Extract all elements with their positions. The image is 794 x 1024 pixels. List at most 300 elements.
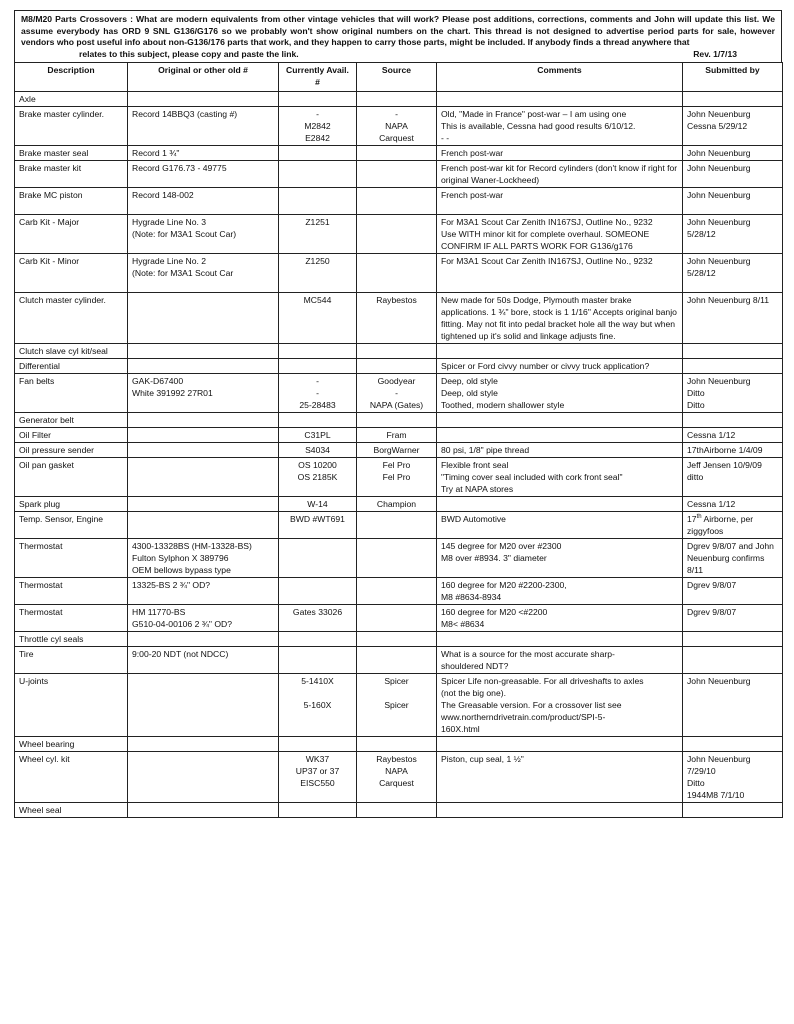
submitted-by-cell xyxy=(683,359,783,374)
submitted-by-line: 17th Airborne, per xyxy=(687,514,754,525)
currently-available-cell xyxy=(279,458,357,497)
comments-cell xyxy=(437,344,683,359)
comments-line: shouldered NDT? xyxy=(441,661,509,672)
original-cell xyxy=(128,752,279,803)
original-line: GAK-D67400 xyxy=(132,376,184,387)
comments-cell xyxy=(437,161,683,188)
description-cell xyxy=(15,803,128,818)
submitted-by-line: Cessna 5/29/12 xyxy=(687,121,748,132)
submitted-by-line: 1944M8 7/1/10 xyxy=(687,790,745,801)
description-cell xyxy=(15,293,128,344)
source-line: - xyxy=(395,388,398,399)
comments-cell xyxy=(437,92,683,107)
description-text: Oil pan gasket xyxy=(19,460,74,471)
submitted-by-line: Neuenburg confirms xyxy=(687,553,765,564)
submitted-by-cell xyxy=(683,539,783,578)
currently-available-line: - xyxy=(316,376,319,387)
submitted-by-cell xyxy=(683,215,783,254)
currently-available-line: OS 10200 xyxy=(298,460,337,471)
comments-line: BWD Automotive xyxy=(441,514,506,525)
comments-line: Piston, cup seal, 1 ½" xyxy=(441,754,524,765)
comments-line: French post-war xyxy=(441,148,504,159)
currently-available-line: W-14 xyxy=(307,499,328,510)
table-row xyxy=(15,215,783,254)
submitted-by-line: John Neuenburg xyxy=(687,148,751,159)
submitted-by-line: John Neuenburg xyxy=(687,376,751,387)
submitted-by-line: Dgrev 9/8/07 xyxy=(687,580,737,591)
submitted-by-cell xyxy=(683,578,783,605)
currently-available-cell xyxy=(279,539,357,578)
source-line: Spicer xyxy=(384,700,409,711)
comments-cell xyxy=(437,254,683,293)
description-text: Clutch master cylinder. xyxy=(19,295,106,306)
comments-cell xyxy=(437,359,683,374)
submitted-by-line: 7/29/10 xyxy=(687,766,716,777)
intro-text xyxy=(21,14,775,49)
table-row xyxy=(15,161,783,188)
source-cell xyxy=(357,92,437,107)
description-text: Oil Filter xyxy=(19,430,51,441)
source-line: NAPA xyxy=(385,121,408,132)
column-header-submitted-by: Submitted by xyxy=(683,63,783,92)
comments-cell xyxy=(437,752,683,803)
comments-cell xyxy=(437,497,683,512)
description-cell xyxy=(15,497,128,512)
original-line: Fulton Sylphon X 389796 xyxy=(132,553,229,564)
original-line: Hygrade Line No. 2 xyxy=(132,256,207,267)
submitted-by-line: John Neuenburg 8/11 xyxy=(687,295,770,306)
submitted-by-cell xyxy=(683,146,783,161)
description-cell xyxy=(15,161,128,188)
comments-line: - - xyxy=(441,133,450,144)
original-line xyxy=(132,399,274,411)
original-line: HM 11770-BS xyxy=(132,607,186,618)
comments-line: Deep, old style xyxy=(441,376,498,387)
table-row xyxy=(15,359,783,374)
comments-cell xyxy=(437,803,683,818)
comments-cell xyxy=(437,215,683,254)
comments-line: Toothed, modern shallower style xyxy=(441,400,565,411)
comments-line: New made for 50s Dodge, Plymouth master brake applications. 1 ¾" bore, stock is 1 1/16" Accepts original banjo fitting. May not fit into pedal bracket hole all the way but when tightened up it's solid and linkage adjusts fine. xyxy=(441,295,677,342)
source-cell xyxy=(357,632,437,647)
description-cell xyxy=(15,605,128,632)
submitted-by-line: Ditto xyxy=(687,778,705,789)
intro-last-text: relates to this subject, please copy and paste the link. xyxy=(79,48,299,59)
source-cell xyxy=(357,539,437,578)
currently-available-line: OS 2185K xyxy=(297,472,338,483)
source-line: Carquest xyxy=(379,778,414,789)
currently-available-line: 5-160X xyxy=(303,700,332,711)
description-cell xyxy=(15,737,128,752)
original-cell xyxy=(128,458,279,497)
table-row xyxy=(15,512,783,539)
source-cell xyxy=(357,647,437,674)
source-line xyxy=(361,687,432,699)
table-row xyxy=(15,293,783,344)
description-text: Axle xyxy=(19,94,36,105)
original-line: G510-04-00106 2 ¾" OD? xyxy=(132,619,233,630)
original-cell xyxy=(128,539,279,578)
comments-line: 160 degree for M20 #2200-2300, xyxy=(441,580,567,591)
comments-line: French post-war kit for Record cylinders (don't know if right for original Waner-Lockheed) xyxy=(441,163,678,186)
source-cell xyxy=(357,428,437,443)
submitted-by-line: John Neuenburg xyxy=(687,190,751,201)
comments-line: "Timing cover seal included with cork front seal" xyxy=(441,472,623,483)
comments-cell xyxy=(437,737,683,752)
description-cell xyxy=(15,674,128,737)
original-line xyxy=(132,279,274,291)
comments-cell xyxy=(437,458,683,497)
comments-cell xyxy=(437,188,683,215)
comments-line: French post-war xyxy=(441,190,504,201)
source-cell xyxy=(357,803,437,818)
source-line: Carquest xyxy=(379,133,414,144)
original-line: (Note: for M3A1 Scout Car xyxy=(132,268,234,279)
currently-available-line: - xyxy=(316,109,319,120)
original-cell xyxy=(128,578,279,605)
original-cell xyxy=(128,803,279,818)
description-cell xyxy=(15,647,128,674)
source-cell xyxy=(357,512,437,539)
comments-line: Old, "Made in France" post-war – I am using one xyxy=(441,109,627,120)
comments-cell xyxy=(437,674,683,737)
description-cell xyxy=(15,443,128,458)
description-text: Wheel seal xyxy=(19,805,62,816)
comments-line: M8 #8634-8934 xyxy=(441,592,502,603)
original-line xyxy=(132,201,274,213)
original-cell xyxy=(128,647,279,674)
original-cell xyxy=(128,737,279,752)
description-text: Wheel cyl. kit xyxy=(19,754,70,765)
comments-line: This is available, Cessna had good results 6/10/12. xyxy=(441,121,636,132)
source-cell xyxy=(357,578,437,605)
submitted-by-cell xyxy=(683,107,783,146)
currently-available-line: UP37 or 37 xyxy=(295,766,340,777)
submitted-by-cell xyxy=(683,188,783,215)
description-text: Fan belts xyxy=(19,376,55,387)
original-line: White 391992 27R01 xyxy=(132,388,213,399)
table-row xyxy=(15,413,783,428)
comments-line: Deep, old style xyxy=(441,388,498,399)
currently-available-cell xyxy=(279,161,357,188)
currently-available-line: Z1250 xyxy=(305,256,330,267)
currently-available-line: C31PL xyxy=(304,430,331,441)
comments-cell xyxy=(437,539,683,578)
description-cell xyxy=(15,539,128,578)
source-cell xyxy=(357,188,437,215)
description-cell xyxy=(15,107,128,146)
table-row xyxy=(15,647,783,674)
comments-cell xyxy=(437,632,683,647)
description-text: Spark plug xyxy=(19,499,61,510)
currently-available-cell xyxy=(279,428,357,443)
original-cell xyxy=(128,293,279,344)
column-header-comments: Comments xyxy=(437,63,683,92)
table-row xyxy=(15,539,783,578)
description-cell xyxy=(15,578,128,605)
currently-available-cell xyxy=(279,803,357,818)
submitted-by-line: John Neuenburg xyxy=(687,676,751,687)
description-text: Clutch slave cyl kit/seal xyxy=(19,346,108,357)
original-cell xyxy=(128,359,279,374)
submitted-by-cell xyxy=(683,632,783,647)
source-cell xyxy=(357,215,437,254)
submitted-by-cell xyxy=(683,458,783,497)
description-text: Carb Kit - Major xyxy=(19,217,80,228)
comments-cell xyxy=(437,107,683,146)
comments-line: The Greasable version. For a crossover list see xyxy=(441,700,622,711)
comments-line: 160X.html xyxy=(441,724,480,735)
comments-cell xyxy=(437,146,683,161)
source-cell xyxy=(357,605,437,632)
submitted-by-line: Ditto xyxy=(687,400,705,411)
original-line: 9:00-20 NDT (not NDCC) xyxy=(132,649,229,660)
comments-cell xyxy=(437,605,683,632)
description-cell xyxy=(15,146,128,161)
original-cell xyxy=(128,413,279,428)
description-cell xyxy=(15,374,128,413)
table-row xyxy=(15,497,783,512)
table-row xyxy=(15,752,783,803)
table-row xyxy=(15,443,783,458)
submitted-by-cell xyxy=(683,413,783,428)
table-row xyxy=(15,737,783,752)
currently-available-cell xyxy=(279,146,357,161)
comments-line: 145 degree for M20 over #2300 xyxy=(441,541,562,552)
description-cell xyxy=(15,458,128,497)
revision-date: Rev. 1/7/13 xyxy=(693,48,737,59)
table-row xyxy=(15,632,783,647)
submitted-by-line: 17thAirborne 1/4/09 xyxy=(687,445,763,456)
currently-available-line: Z1251 xyxy=(305,217,330,228)
currently-available-cell xyxy=(279,413,357,428)
currently-available-cell xyxy=(279,188,357,215)
source-cell xyxy=(357,458,437,497)
original-line: Record 1 ¾" xyxy=(132,148,180,159)
comments-line: 80 psi, 1/8" pipe thread xyxy=(441,445,530,456)
description-cell xyxy=(15,344,128,359)
source-line: Raybestos xyxy=(376,754,417,765)
original-cell xyxy=(128,632,279,647)
source-line: Champion xyxy=(376,499,417,510)
currently-available-cell xyxy=(279,737,357,752)
table-row xyxy=(15,344,783,359)
original-cell xyxy=(128,605,279,632)
currently-available-cell xyxy=(279,374,357,413)
source-cell xyxy=(357,344,437,359)
comments-line: What is a source for the most accurate sharp- xyxy=(441,649,615,660)
submitted-by-cell xyxy=(683,161,783,188)
currently-available-cell xyxy=(279,512,357,539)
description-text: Throttle cyl seals xyxy=(19,634,84,645)
source-cell xyxy=(357,161,437,188)
description-cell xyxy=(15,512,128,539)
source-cell xyxy=(357,752,437,803)
original-line: Hygrade Line No. 3 xyxy=(132,217,207,228)
original-line: 13325-BS 2 ¾" OD? xyxy=(132,580,211,591)
parts-crossover-sheet xyxy=(14,10,782,818)
comments-line: For M3A1 Scout Car Zenith IN167SJ, Outline No., 9232 xyxy=(441,217,653,228)
submitted-by-line: John Neuenburg xyxy=(687,163,751,174)
comments-cell xyxy=(437,443,683,458)
source-line: NAPA xyxy=(385,766,408,777)
currently-available-line: S4034 xyxy=(305,445,330,456)
original-cell xyxy=(128,161,279,188)
source-cell xyxy=(357,674,437,737)
description-text: Temp. Sensor, Engine xyxy=(19,514,104,525)
table-header-row xyxy=(15,63,783,92)
description-text: Brake MC piston xyxy=(19,190,83,201)
original-cell xyxy=(128,497,279,512)
submitted-by-line: Dgrev 9/8/07 and John xyxy=(687,541,774,552)
currently-available-cell xyxy=(279,254,357,293)
original-cell xyxy=(128,344,279,359)
original-cell xyxy=(128,374,279,413)
source-line: Goodyear xyxy=(377,376,416,387)
currently-available-cell xyxy=(279,359,357,374)
source-line: - xyxy=(395,109,398,120)
source-line: BorgWarner xyxy=(373,445,420,456)
table-row xyxy=(15,578,783,605)
comments-cell xyxy=(437,428,683,443)
submitted-by-cell xyxy=(683,803,783,818)
comments-line: www.northerndrivetrain.com/product/SPI-5- xyxy=(441,712,606,723)
submitted-by-cell xyxy=(683,752,783,803)
comments-line: Spicer Life non-greasable. For all driveshafts to axles xyxy=(441,676,644,687)
original-line: Record 148-002 xyxy=(132,190,194,201)
submitted-by-line: ditto xyxy=(687,472,704,483)
source-cell xyxy=(357,443,437,458)
submitted-by-line: John Neuenburg xyxy=(687,256,751,267)
table-row xyxy=(15,605,783,632)
submitted-by-line: John Neuenburg xyxy=(687,754,751,765)
submitted-by-line: Cessna 1/12 xyxy=(687,499,736,510)
submitted-by-cell xyxy=(683,374,783,413)
description-text: U-joints xyxy=(19,676,49,687)
description-text: Generator belt xyxy=(19,415,74,426)
original-cell xyxy=(128,215,279,254)
description-text: Tire xyxy=(19,649,34,660)
currently-available-cell xyxy=(279,647,357,674)
submitted-by-line: Dgrev 9/8/07 xyxy=(687,607,737,618)
description-text: Differential xyxy=(19,361,60,372)
currently-available-cell xyxy=(279,215,357,254)
description-text: Wheel bearing xyxy=(19,739,75,750)
description-cell xyxy=(15,359,128,374)
table-row xyxy=(15,92,783,107)
comments-line: Flexible front seal xyxy=(441,460,509,471)
table-row xyxy=(15,188,783,215)
currently-available-cell xyxy=(279,752,357,803)
description-cell xyxy=(15,254,128,293)
currently-available-cell xyxy=(279,578,357,605)
submitted-by-line: 5/28/12 xyxy=(687,268,716,279)
original-line: (Note: for M3A1 Scout Car) xyxy=(132,229,237,240)
description-text: Thermostat xyxy=(19,607,63,618)
currently-available-line: EISC550 xyxy=(300,778,335,789)
comments-cell xyxy=(437,413,683,428)
currently-available-line: - xyxy=(316,388,319,399)
submitted-by-line: ziggyfoos xyxy=(687,526,724,537)
submitted-by-line: Ditto xyxy=(687,388,705,399)
comments-line: Use WITH minor kit for complete overhaul. SOMEONE xyxy=(441,229,650,240)
description-text: Thermostat xyxy=(19,541,63,552)
original-line: Record 14BBQ3 (casting #) xyxy=(132,109,238,120)
comments-line: Spicer or Ford civvy number or civvy truck application? xyxy=(441,361,650,372)
comments-cell xyxy=(437,512,683,539)
currently-available-line: 5-1410X xyxy=(301,676,334,687)
submitted-by-line: John Neuenburg xyxy=(687,109,751,120)
source-cell xyxy=(357,293,437,344)
submitted-by-line: Cessna 1/12 xyxy=(687,430,736,441)
description-text: Thermostat xyxy=(19,580,63,591)
table-body xyxy=(15,92,783,818)
original-cell xyxy=(128,428,279,443)
source-cell xyxy=(357,737,437,752)
description-text: Brake master cylinder. xyxy=(19,109,105,120)
description-cell xyxy=(15,188,128,215)
submitted-by-line: John Neuenburg xyxy=(687,217,751,228)
description-cell xyxy=(15,632,128,647)
description-text: Oil pressure sender xyxy=(19,445,94,456)
submitted-by-cell xyxy=(683,443,783,458)
document-header xyxy=(14,10,782,62)
original-cell xyxy=(128,443,279,458)
original-cell xyxy=(128,512,279,539)
source-cell xyxy=(357,107,437,146)
submitted-by-line: 8/11 xyxy=(687,565,704,576)
source-line: Spicer xyxy=(384,676,409,687)
currently-available-line: M2842 xyxy=(304,121,331,132)
parts-table xyxy=(14,62,783,818)
source-cell xyxy=(357,146,437,161)
submitted-by-line: Jeff Jensen 10/9/09 xyxy=(687,460,762,471)
currently-available-cell xyxy=(279,107,357,146)
original-cell xyxy=(128,188,279,215)
comments-line: M8< #8634 xyxy=(441,619,485,630)
submitted-by-line: 5/28/12 xyxy=(687,229,716,240)
table-row xyxy=(15,458,783,497)
comments-cell xyxy=(437,647,683,674)
submitted-by-cell xyxy=(683,293,783,344)
submitted-by-cell xyxy=(683,647,783,674)
currently-available-line: E2842 xyxy=(305,133,330,144)
source-cell xyxy=(357,374,437,413)
comments-line: For M3A1 Scout Car Zenith IN167SJ, Outline No., 9232 xyxy=(441,256,653,267)
original-cell xyxy=(128,674,279,737)
comments-line: M8 over #8934. 3" diameter xyxy=(441,553,547,564)
submitted-by-cell xyxy=(683,512,783,539)
intro-last-line xyxy=(21,49,775,61)
column-header-original: Original or other old # xyxy=(128,63,279,92)
currently-available-cell xyxy=(279,605,357,632)
comments-line: 160 degree for M20 <#2200 xyxy=(441,607,548,618)
original-cell xyxy=(128,254,279,293)
description-cell xyxy=(15,752,128,803)
table-row xyxy=(15,254,783,293)
submitted-by-cell xyxy=(683,605,783,632)
currently-available-line xyxy=(283,687,352,699)
description-cell xyxy=(15,413,128,428)
currently-available-line: 25-28483 xyxy=(299,400,336,411)
comments-line: (not the big one). xyxy=(441,688,506,699)
submitted-by-cell xyxy=(683,737,783,752)
currently-available-line: Gates 33026 xyxy=(292,607,343,618)
column-header-currently-available: Currently Avail. # xyxy=(279,63,357,92)
original-cell xyxy=(128,146,279,161)
currently-available-cell xyxy=(279,497,357,512)
original-cell xyxy=(128,92,279,107)
